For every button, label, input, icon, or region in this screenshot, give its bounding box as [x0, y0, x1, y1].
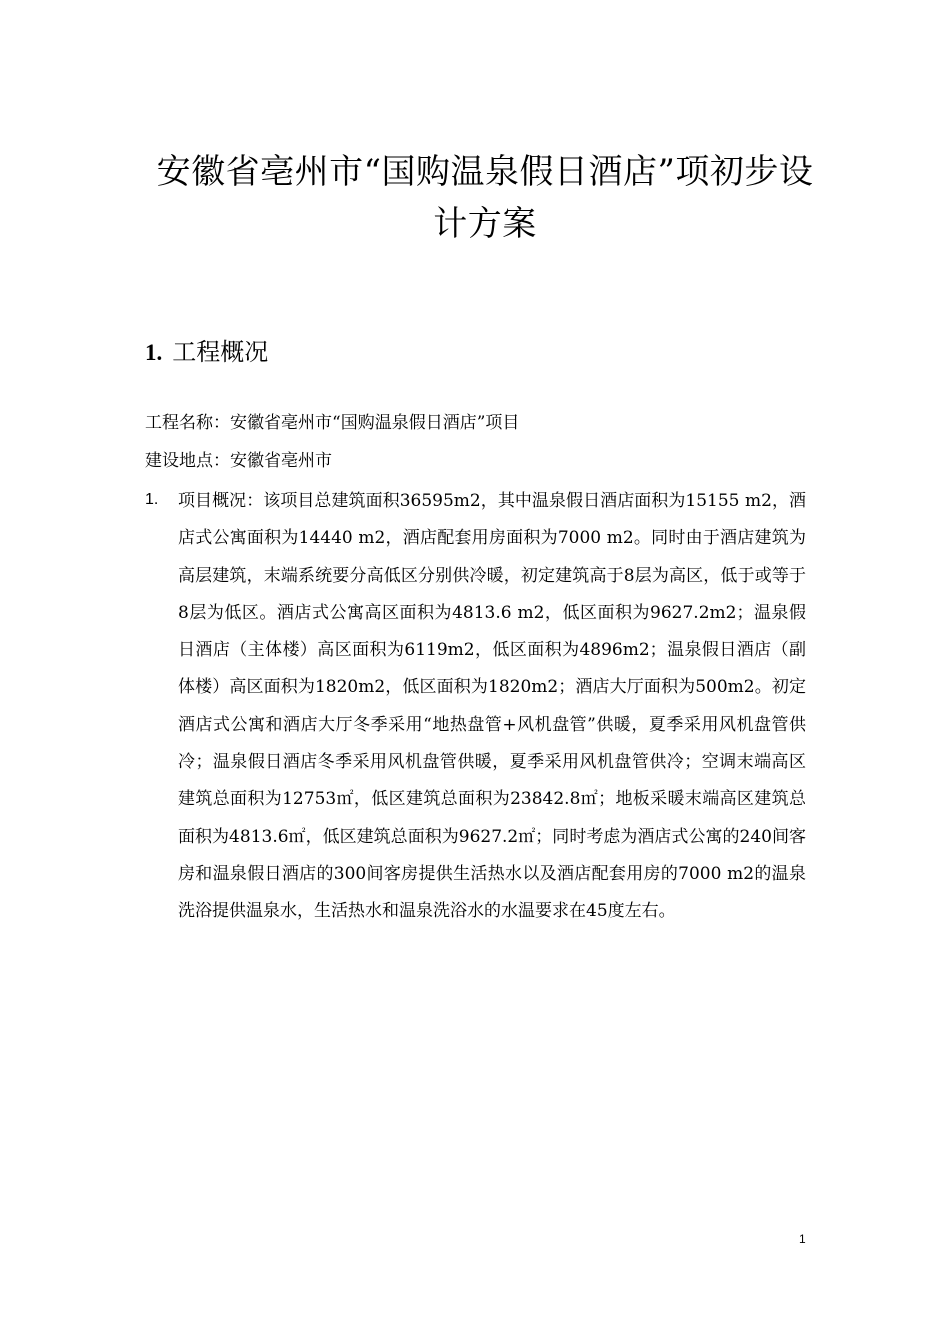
section-title: 工程概况	[172, 338, 269, 366]
section-heading	[145, 334, 268, 371]
project-name-line: 工程名称：安徽省亳州市“国购温泉假日酒店”项目	[145, 413, 520, 433]
list-item-text: 项目概况：该项目总建筑面积36595m2，其中温泉假日酒店面积为15155 m2，酒店式公寓面积为14440 m2，酒店配套用房面积为7000 m2。同时由于酒店建筑为高层建筑，末端系统要分高低区分别供冷暖，初定建筑高于8层为高区，低于或等于8层为低区。酒店式公寓高区面积为4813.6 m2，低区面积为9627.2m2；温泉假日酒店（主体楼）高区面积为6119m2，低区面积为4896m2；温泉假日酒店（副体楼）高区面积为1820m2，低区面积为1820m2；酒店大厅面积为500m2。初定酒店式公寓和酒店大厅冬季采用“地热盘管+风机盘管”供暖，夏季采用风机盘管供冷；温泉假日酒店冬季采用风机盘管供暖，夏季采用风机盘管供冷；空调末端高区建筑总面积为12753㎡，低区建筑总面积为23842.8㎡；地板采暖末端高区建筑总面积为4813.6㎡，低区建筑总面积为9627.2㎡；同时考虑为酒店式公寓的240间客房和温泉假日酒店的300间客房提供生活热水以及酒店配套用房的7000 m2的温泉洗浴提供温泉水，生活热水和温泉洗浴水的水温要求在45度左右。	[178, 491, 806, 922]
document-title: 安徽省亳州市“国购温泉假日酒店”项初步设计方案	[156, 152, 814, 244]
list-item	[145, 483, 805, 931]
list-item-number: 1.	[145, 491, 159, 508]
section-number: 1.	[145, 340, 163, 365]
location-line: 建设地点：安徽省亳州市	[145, 451, 332, 471]
page-number: 1	[799, 1232, 806, 1246]
